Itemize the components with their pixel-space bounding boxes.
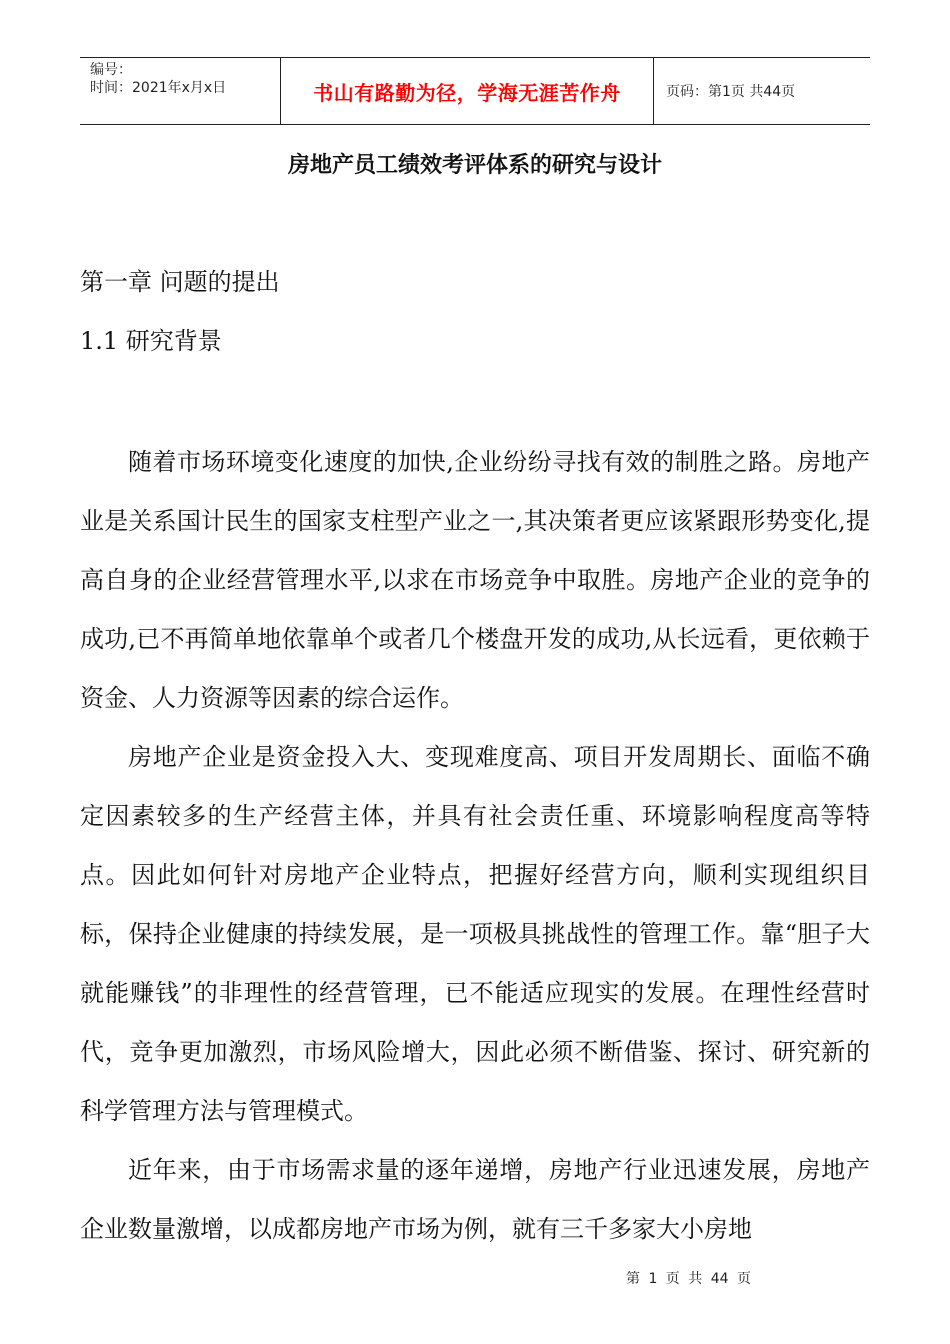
section-heading: 1.1 研究背景	[80, 327, 222, 355]
page-footer: 第 1 页 共 44 页	[626, 1271, 751, 1287]
date-label: 时间：2021年x月x日	[90, 80, 227, 96]
body-text	[80, 433, 870, 1259]
paragraph: 近年来，由于市场需求量的逐年递增，房地产行业迅速发展，房地产企业数量激增，以成都房地产市场为例，就有三千多家大小房地	[80, 1156, 870, 1243]
paragraph: 随着市场环境变化速度的加快,企业纷纷寻找有效的制胜之路。房地产业是关系国计民生的国家支柱型产业之一,其决策者更应该紧跟形势变化,提高自身的企业经营管理水平,以求在市场竞争中取胜。房地产企业的竞争的成功,已不再简单地依靠单个或者几个楼盘开发的成功,从长远看，更依赖于资金、人力资源等因素的综合运作。	[80, 448, 870, 712]
paragraph: 房地产企业是资金投入大、变现难度高、项目开发周期长、面临不确定因素较多的生产经营主体，并具有社会责任重、环境影响程度高等特点。因此如何针对房地产企业特点，把握好经营方向，顺利实现组织目标，保持企业健康的持续发展，是一项极具挑战性的管理工作。靠“胆子大就能赚钱”的非理性的经营管理，已不能适应现实的发展。在理性经营时代，竞争更加激烈，市场风险增大，因此必须不断借鉴、探讨、研究新的科学管理方法与管理模式。	[80, 743, 870, 1125]
document-header	[80, 57, 870, 125]
header-page-info: 页码：第1页 共44页	[666, 84, 796, 100]
header-meta	[80, 58, 280, 124]
number-label: 编号：	[90, 62, 132, 78]
chapter-heading: 第一章 问题的提出	[80, 268, 280, 296]
header-motto: 书山有路勤为径，学海无涯苦作舟	[280, 58, 654, 124]
document-title: 房地产员工绩效考评体系的研究与设计	[287, 153, 662, 178]
